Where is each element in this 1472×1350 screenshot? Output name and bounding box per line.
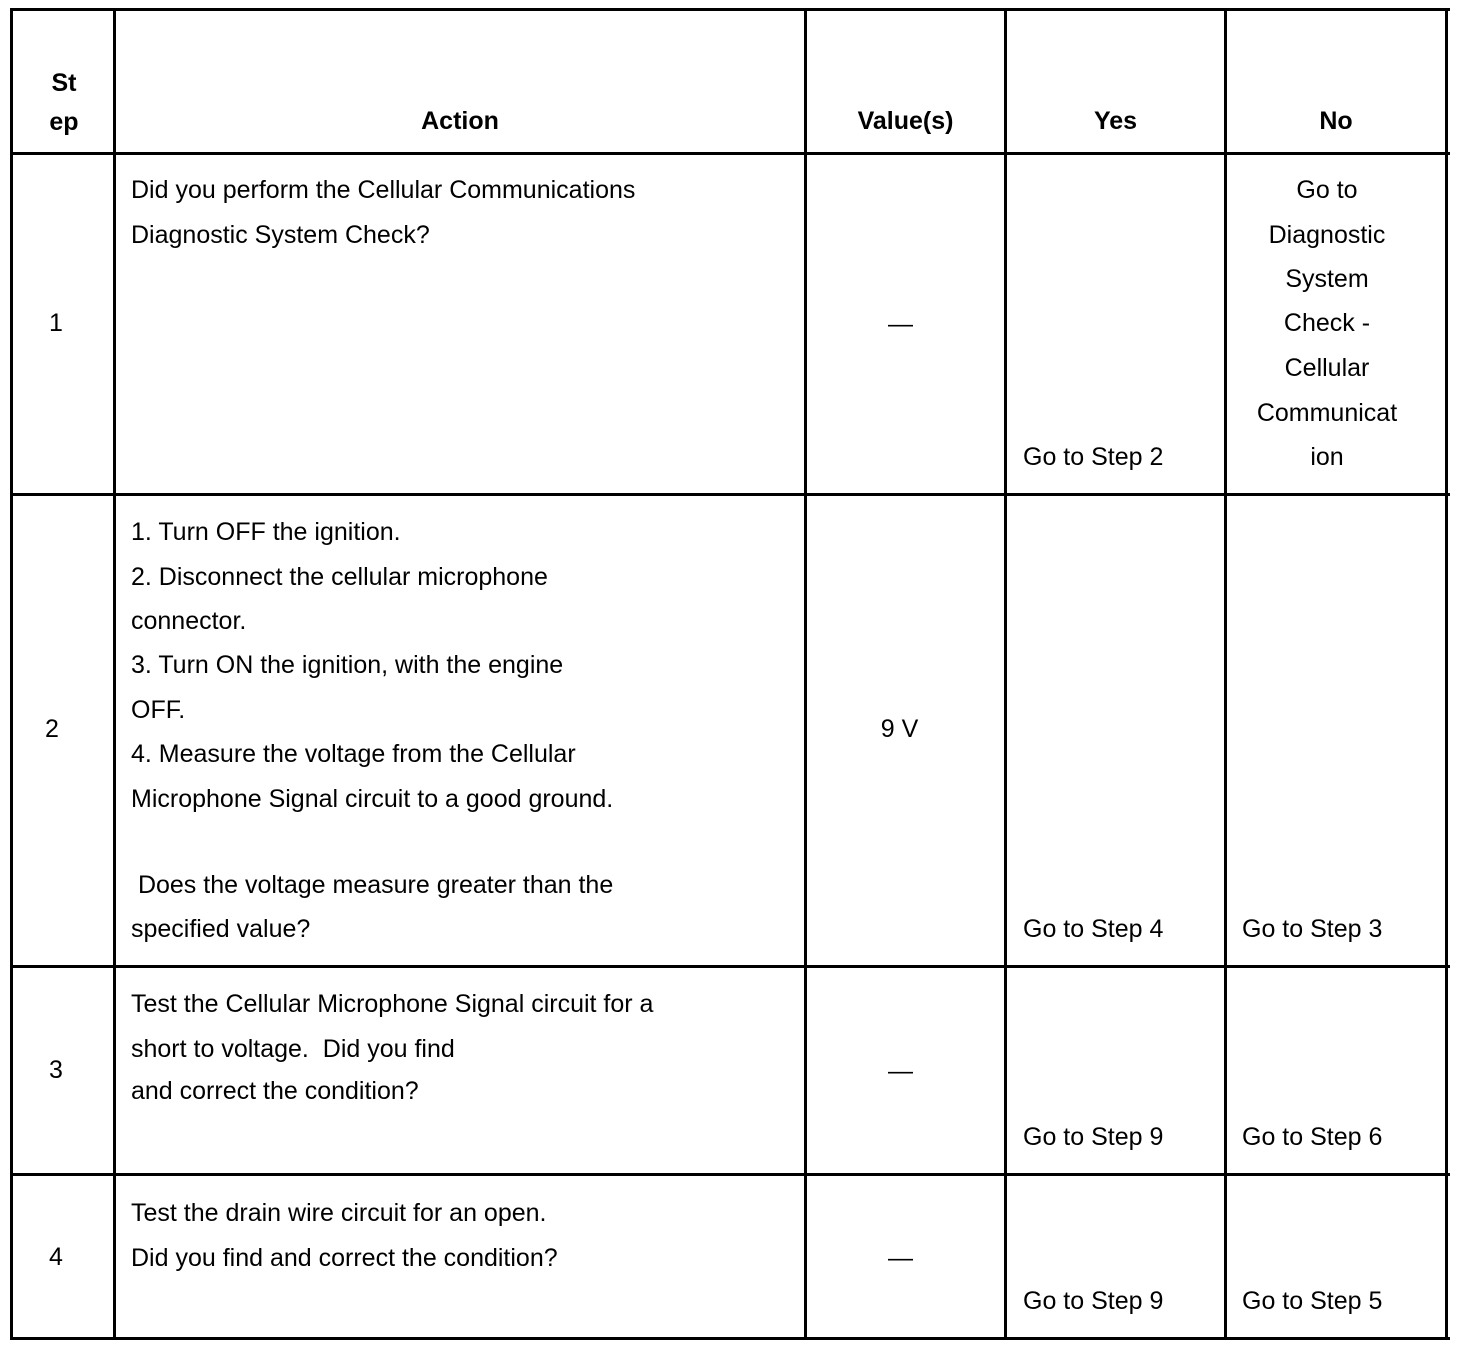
rule-header-bottom (10, 152, 1450, 155)
action-line: 2. Disconnect the cellular microphone (131, 563, 548, 591)
no-cell: Go to Step 3 (1242, 915, 1383, 943)
action-line: 4. Measure the voltage from the Cellular (131, 740, 576, 768)
header-values: Value(s) (857, 107, 954, 135)
no-cell: Go to Step 5 (1242, 1287, 1383, 1315)
rule-left (10, 8, 13, 1340)
action-line: Test the Cellular Microphone Signal circuit for a (131, 990, 654, 1018)
step-number: 1 (49, 309, 63, 337)
rule-col2 (804, 8, 807, 1340)
rule-top (10, 8, 1450, 11)
step-number: 2 (45, 715, 59, 743)
no-cell-line: ion (1310, 443, 1344, 471)
rule-row3-bottom (10, 1173, 1450, 1176)
value-cell: — (888, 1057, 913, 1085)
header-step-line1: St (51, 69, 77, 97)
step-number: 4 (49, 1243, 63, 1271)
no-cell-line: Diagnostic (1268, 221, 1386, 249)
action-line: Test the drain wire circuit for an open. (131, 1199, 547, 1227)
action-line: OFF. (131, 696, 186, 724)
yes-cell: Go to Step 4 (1023, 915, 1164, 943)
value-cell: — (888, 310, 913, 338)
yes-cell: Go to Step 9 (1023, 1287, 1164, 1315)
no-cell-line: Cellular (1284, 354, 1370, 382)
action-line: and correct the condition? (131, 1077, 419, 1105)
action-line: Does the voltage measure greater than the (131, 871, 614, 899)
rule-col1 (113, 8, 116, 1340)
rule-bottom (10, 1337, 1450, 1340)
value-cell: — (888, 1244, 913, 1272)
action-line: Diagnostic System Check? (131, 221, 430, 249)
header-no: No (1319, 107, 1353, 135)
step-number: 3 (49, 1056, 63, 1084)
no-cell-line: System (1285, 265, 1369, 293)
header-action: Action (421, 107, 499, 135)
yes-cell: Go to Step 2 (1023, 443, 1164, 471)
action-line: Microphone Signal circuit to a good ground. (131, 785, 614, 813)
action-line: specified value? (131, 915, 311, 943)
action-line: Did you find and correct the condition? (131, 1244, 558, 1272)
value-cell: 9 V (880, 715, 919, 743)
action-line: connector. (131, 607, 247, 635)
no-cell: Go to Step 6 (1242, 1123, 1383, 1151)
yes-cell: Go to Step 9 (1023, 1123, 1164, 1151)
action-line: short to voltage. Did you find (131, 1035, 455, 1063)
header-yes: Yes (1093, 107, 1138, 135)
action-line: Did you perform the Cellular Communications (131, 176, 636, 204)
rule-row1-bottom (10, 493, 1450, 496)
rule-row2-bottom (10, 965, 1450, 968)
action-line: 1. Turn OFF the ignition. (131, 518, 401, 546)
rule-col3 (1004, 8, 1007, 1340)
no-cell-line: Check - (1283, 309, 1371, 337)
header-step-line2: ep (49, 108, 79, 136)
action-line: 3. Turn ON the ignition, with the engine (131, 651, 564, 679)
rule-right (1445, 8, 1448, 1340)
no-cell-line: Communicat (1256, 399, 1398, 427)
no-cell-line: Go to (1296, 176, 1358, 204)
